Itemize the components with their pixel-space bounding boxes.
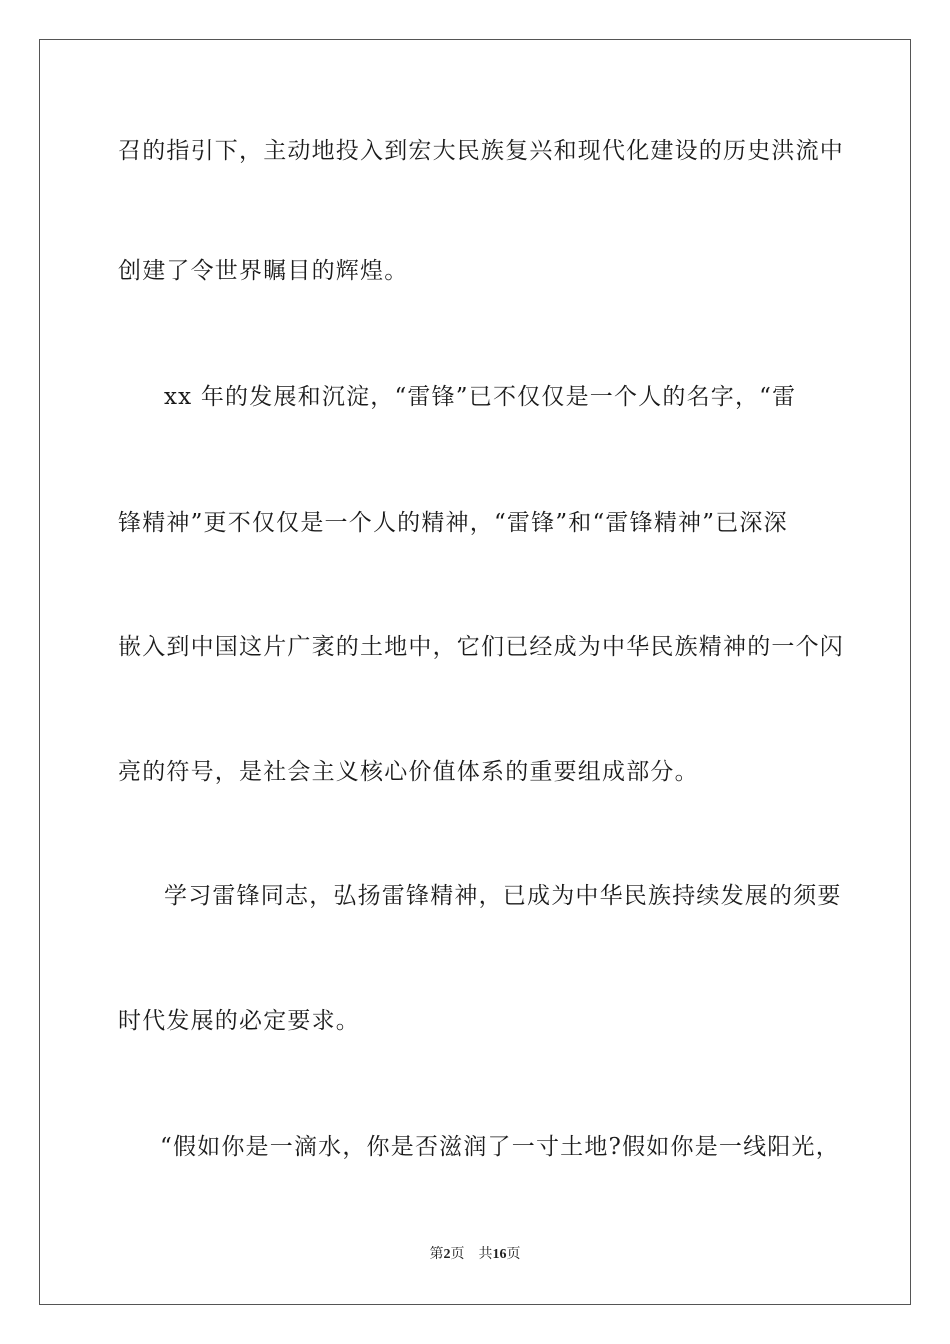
body-line-4: 锋精神”更不仅仅是一个人的精神，“雷锋”和“雷锋精神”已深深 xyxy=(118,510,788,536)
page-prefix: 第 xyxy=(429,1246,444,1262)
body-line-1: 召的指引下，主动地投入到宏大民族复兴和现代化建设的历史洪流中 xyxy=(118,138,844,164)
body-line-3: xx 年的发展和沉淀，“雷锋”已不仅仅是一个人的名字，“雷 xyxy=(164,384,797,410)
page-suffix: 页 xyxy=(450,1246,465,1262)
body-line-8: 时代发展的必定要求。 xyxy=(118,1008,360,1034)
page-footer xyxy=(0,1245,950,1264)
page-border xyxy=(39,39,911,1305)
body-line-7: 学习雷锋同志，弘扬雷锋精神，已成为中华民族持续发展的须要 xyxy=(164,883,842,909)
body-line-5: 嵌入到中国这片广袤的土地中，它们已经成为中华民族精神的一个闪 xyxy=(118,634,844,660)
body-line-9: “假如你是一滴水，你是否滋润了一寸土地?假如你是一线阳光， xyxy=(160,1134,840,1160)
body-line-2: 创建了令世界瞩目的辉煌。 xyxy=(118,258,409,284)
current-page-number: 2 xyxy=(443,1247,451,1262)
total-suffix: 页 xyxy=(506,1246,521,1262)
body-line-6: 亮的符号，是社会主义核心价值体系的重要组成部分。 xyxy=(118,759,699,785)
total-prefix: 共 xyxy=(478,1246,493,1262)
total-pages-number: 16 xyxy=(492,1247,507,1262)
